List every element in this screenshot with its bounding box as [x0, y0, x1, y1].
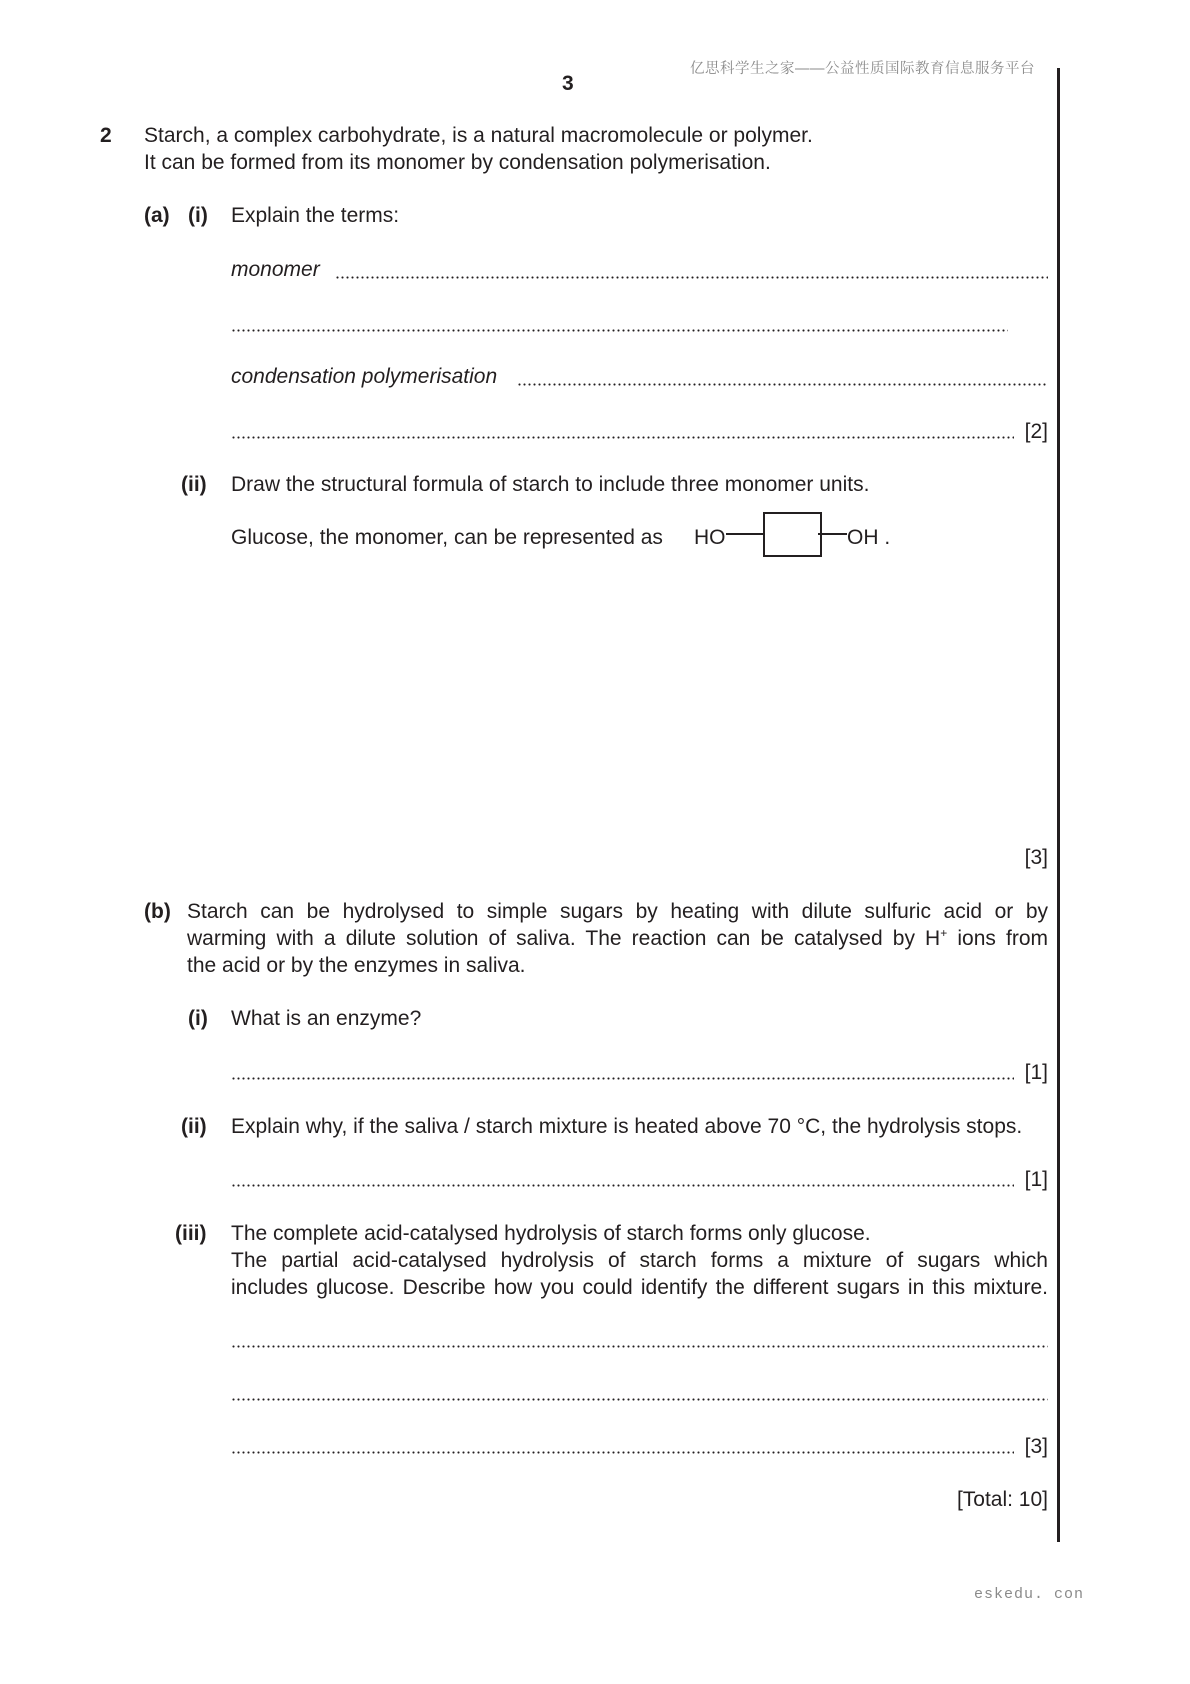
part-b-label: (b): [144, 900, 171, 923]
glucose-text: Glucose, the monomer, can be represented as: [231, 526, 663, 549]
answer-line-sugars-1[interactable]: [231, 1345, 1048, 1348]
answer-line-sugars-2[interactable]: [231, 1398, 1048, 1401]
answer-line-sugars-3[interactable]: [231, 1451, 1014, 1454]
glucose-ho: HO: [694, 526, 726, 549]
part-b-i-label: (i): [188, 1007, 208, 1030]
glucose-left-bond: [726, 533, 763, 535]
header-note: 亿思科学生之家——公益性质国际教育信息服务平台: [690, 61, 1035, 77]
question-intro-line1: Starch, a complex carbohydrate, is a natural macromolecule or polymer.: [144, 124, 813, 147]
part-b-intro-line2-b: ions from: [947, 927, 1048, 950]
footer-site: eskedu. con: [974, 1586, 1085, 1603]
part-b-iii-line3: includes glucose. Describe how you could identify the different sugars in this mixture.: [231, 1276, 1048, 1299]
part-b-iii-label: (iii): [175, 1222, 207, 1245]
term-monomer: monomer: [231, 258, 320, 281]
part-b-i-prompt: What is an enzyme?: [231, 1007, 422, 1030]
glucose-oh: OH .: [847, 526, 891, 549]
marks-a-ii: [3]: [1024, 846, 1048, 869]
answer-line-monomer-2[interactable]: [231, 329, 1008, 332]
part-b-intro: [187, 898, 1048, 979]
term-condensation-polymerisation: condensation polymerisation: [231, 365, 498, 388]
answer-line-condensation-2[interactable]: [231, 436, 1014, 439]
h-plus-superscript: +: [940, 926, 948, 940]
part-a-i-prompt: Explain the terms:: [231, 204, 400, 227]
marks-b-iii: [3]: [1024, 1435, 1048, 1458]
marks-b-ii: [1]: [1024, 1168, 1048, 1191]
margin-rule: [1057, 68, 1060, 1542]
part-a-label: (a): [144, 204, 170, 227]
part-b-ii-prompt: Explain why, if the saliva / starch mixture is heated above 70 °C, the hydrolysis stops.: [231, 1115, 1023, 1138]
answer-line-enzyme[interactable]: [231, 1077, 1014, 1080]
part-a-ii-label: (ii): [181, 473, 207, 496]
part-b-intro-line2: [187, 925, 1048, 952]
answer-line-monomer[interactable]: [335, 276, 1048, 279]
part-b-iii-text: [231, 1220, 1048, 1301]
glucose-ring-box: [763, 512, 822, 557]
answer-line-heating[interactable]: [231, 1184, 1014, 1187]
part-b-iii-line2: The partial acid-catalysed hydrolysis of starch forms a mixture of sugars which: [231, 1249, 1048, 1272]
part-b-intro-line2-a: warming with a dilute solution of saliva. The reaction can be catalysed by H: [187, 927, 941, 950]
drawing-area[interactable]: [231, 565, 1046, 830]
part-b-ii-label: (ii): [181, 1115, 207, 1138]
page-number: 3: [562, 72, 574, 95]
part-b-iii-line1: The complete acid-catalysed hydrolysis of starch forms only glucose.: [231, 1222, 871, 1245]
part-b-intro-line1: Starch can be hydrolysed to simple sugars by heating with dilute sulfuric acid or by: [187, 900, 1048, 923]
marks-a-i: [2]: [1024, 420, 1048, 443]
answer-line-condensation[interactable]: [517, 383, 1048, 386]
part-a-ii-prompt: Draw the structural formula of starch to include three monomer units.: [231, 473, 870, 496]
question-number: 2: [100, 124, 112, 147]
part-a-i-label: (i): [188, 204, 208, 227]
question-intro-line2: It can be formed from its monomer by condensation polymerisation.: [144, 151, 771, 174]
total-marks: [Total: 10]: [956, 1488, 1048, 1511]
glucose-right-bond: [818, 533, 847, 535]
part-b-intro-line3: the acid or by the enzymes in saliva.: [187, 954, 526, 977]
marks-b-i: [1]: [1024, 1061, 1048, 1084]
